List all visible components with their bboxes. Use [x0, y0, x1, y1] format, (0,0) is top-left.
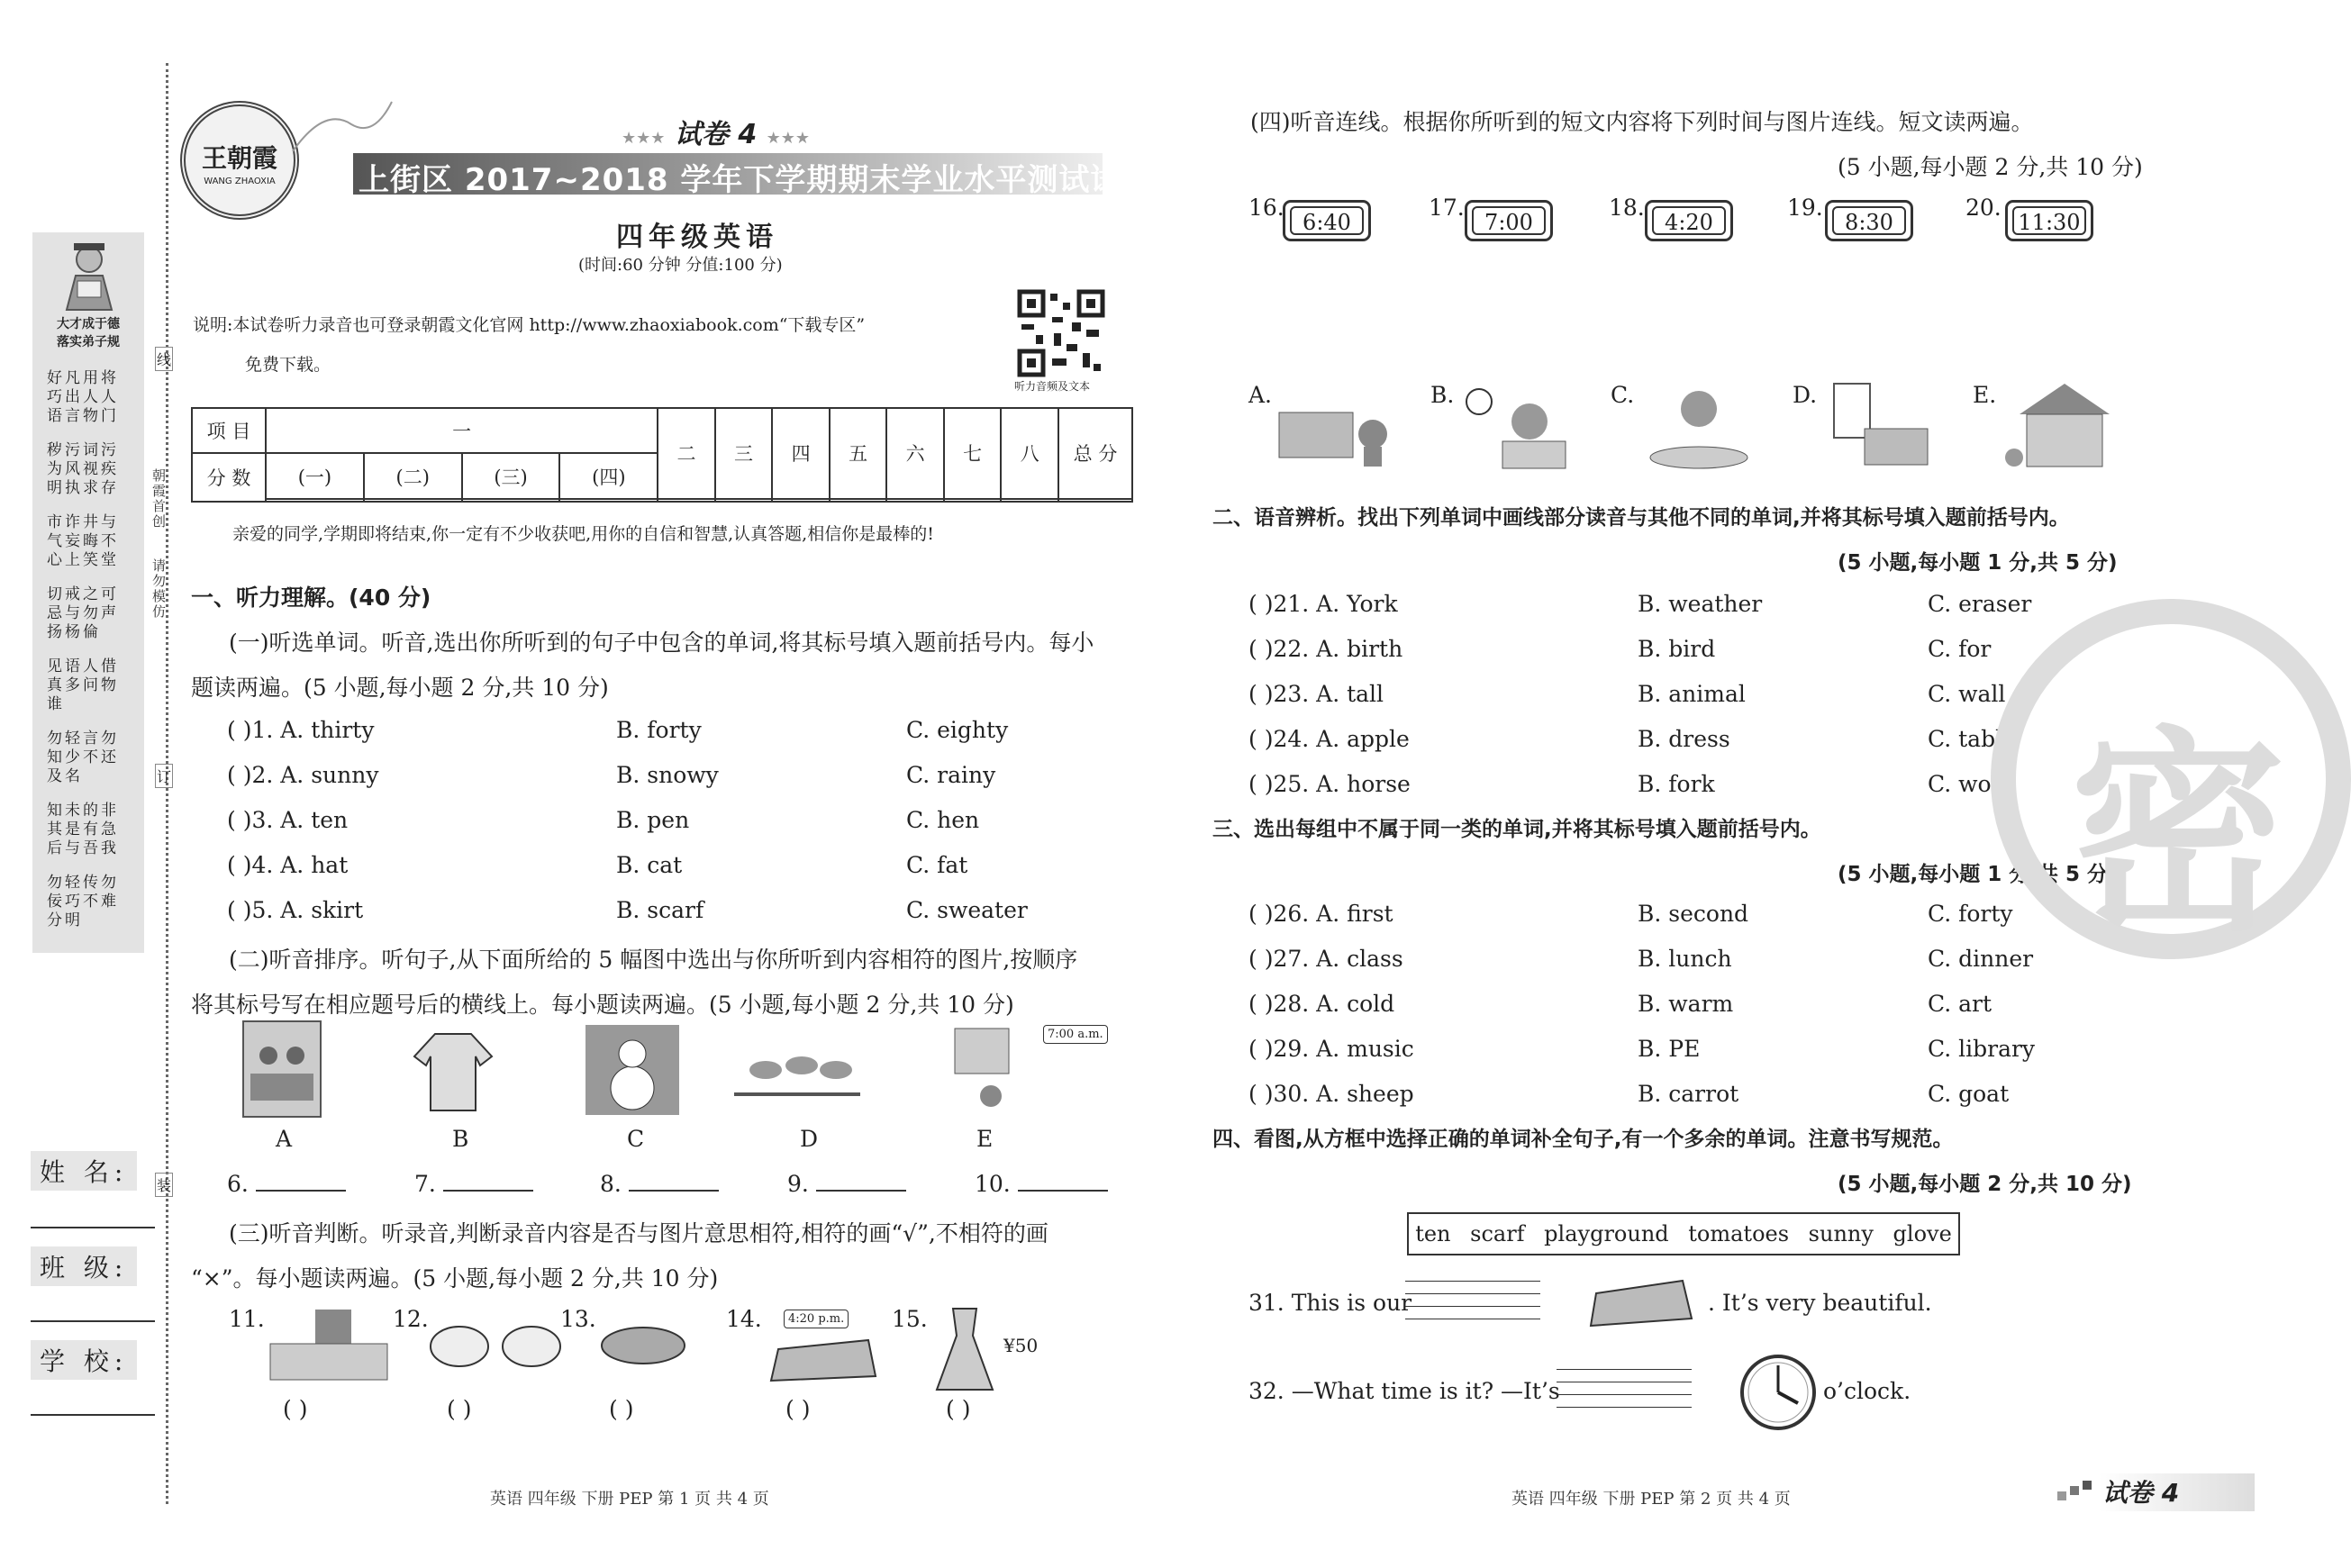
score-cell[interactable] — [944, 499, 1002, 502]
q23-option-b: B. animal — [1638, 681, 1746, 707]
footer-page-2: 英语 四年级 下册 PEP 第 2 页 共 4 页 — [1511, 1490, 1791, 1509]
time-picture-label-c: C. — [1611, 382, 1635, 408]
q10[interactable]: 10. — [975, 1171, 1108, 1197]
time-picture-e-home[interactable] — [2002, 378, 2119, 477]
score-cell[interactable] — [462, 499, 560, 502]
score-sub-4: (四) — [559, 453, 658, 498]
score-part-four: 四 — [772, 408, 830, 499]
side-note-no-copy: 请勿模仿 — [150, 558, 167, 620]
q3-option-c: C. hen — [906, 807, 980, 833]
q16-time-box[interactable]: 6:40 — [1283, 200, 1371, 241]
time-picture-d-sleeping[interactable] — [1829, 378, 1937, 472]
q24[interactable]: ( )24. A. apple — [1248, 726, 1410, 752]
q2-option-c: C. rainy — [906, 762, 996, 788]
score-part-eight: 八 — [1001, 408, 1058, 499]
q16-number: 16. — [1248, 195, 1284, 221]
q13-picture-cloud — [598, 1322, 688, 1367]
q12-answer[interactable]: ( ) — [447, 1396, 472, 1422]
time-picture-label-d: D. — [1793, 382, 1818, 408]
score-row-label: 项 目 — [192, 408, 266, 453]
q27-option-b: B. lunch — [1638, 946, 1732, 972]
scholar-figure-icon — [58, 238, 121, 312]
q1-option-c: C. eighty — [906, 717, 1009, 743]
q28-option-c: C. art — [1928, 991, 1992, 1017]
score-part-seven: 七 — [944, 408, 1002, 499]
encouragement: 亲爱的同学,学期即将结束,你一定有不少收获吧,用你的自信和智慧,认真答题,相信你是最棒的! — [232, 524, 934, 544]
part3-instruction-b: “×”。每小题读两遍。(5 小题,每小题 2 分,共 10 分) — [191, 1265, 719, 1292]
score-cell[interactable] — [772, 499, 830, 502]
picture-label-c: C — [627, 1126, 645, 1152]
q32-writing-line[interactable] — [1557, 1407, 1692, 1408]
q20-number: 20. — [1965, 195, 2002, 221]
q32-prefix: 32. —What time is it? —It’s — [1248, 1378, 1560, 1404]
q23[interactable]: ( )23. A. tall — [1248, 681, 1384, 707]
q29[interactable]: ( )29. A. music — [1248, 1036, 1414, 1062]
score-cell[interactable] — [830, 499, 887, 502]
name-field[interactable] — [31, 1227, 155, 1228]
subject-title: 四年级英语 — [616, 222, 778, 253]
q31-picture-playground — [1587, 1272, 1695, 1335]
q7[interactable]: 7. — [414, 1171, 533, 1197]
q30-option-c: C. goat — [1928, 1081, 2010, 1107]
ribbon-decoration-icon — [288, 97, 396, 160]
q30[interactable]: ( )30. A. sheep — [1248, 1081, 1414, 1107]
class-field[interactable] — [31, 1320, 155, 1322]
q32-writing-line[interactable] — [1557, 1394, 1692, 1395]
q1-option-b: B. forty — [616, 717, 702, 743]
q17-time-box[interactable]: 7:00 — [1465, 200, 1553, 241]
paper-tag: ★★★ 试卷 4 ★★★ — [622, 119, 811, 150]
q32-clock-icon — [1738, 1353, 1818, 1432]
score-cell[interactable] — [364, 499, 462, 502]
score-part-one: 一 — [266, 408, 658, 453]
section1-title: 一、听力理解。(40 分) — [191, 585, 431, 611]
fold-mark-line: 线 — [155, 347, 173, 371]
q27[interactable]: ( )27. A. class — [1248, 946, 1403, 972]
part2-instruction-b: 将其标号写在相应题号后的横线上。每小题读两遍。(5 小题,每小题 2 分,共 10 分) — [191, 992, 1014, 1018]
q15-price: ¥50 — [1003, 1335, 1039, 1356]
picture-b-sweater — [413, 1025, 494, 1115]
q25-option-b: B. fork — [1638, 771, 1715, 797]
score-cell[interactable] — [1001, 499, 1058, 502]
q1[interactable]: ( )1. A. thirty — [227, 717, 375, 743]
part1-instruction-b: 题读两遍。(5 小题,每小题 2 分,共 10 分) — [191, 675, 609, 701]
q24-option-c: C. table — [1928, 726, 2016, 752]
verse-6: 勿轻言勿知少不还及名 — [47, 730, 119, 785]
picture-e-time: 7:00 a.m. — [1043, 1025, 1108, 1044]
footer-paper-tag: 试卷 4 — [2102, 1478, 2180, 1508]
q20-time-box[interactable]: 11:30 — [2005, 200, 2093, 241]
q14-picture-playground — [769, 1331, 877, 1385]
q14-time: 4:20 p.m. — [784, 1310, 849, 1328]
q18-time-box[interactable]: 4:20 — [1645, 200, 1733, 241]
q9[interactable]: 9. — [787, 1171, 906, 1197]
score-table — [191, 407, 1133, 503]
q19-number: 19. — [1787, 195, 1823, 221]
publisher-logo: 王朝霞 WANG ZHAOXIA — [180, 101, 299, 220]
q6[interactable]: 6. — [227, 1171, 346, 1197]
part4-score: (5 小题,每小题 2 分,共 10 分) — [1838, 154, 2143, 180]
q4-option-c: C. fat — [906, 852, 968, 878]
q27-option-c: C. dinner — [1928, 946, 2034, 972]
q26-option-b: B. second — [1638, 901, 1749, 927]
q23-option-c: C. wall — [1928, 681, 2006, 707]
section2-score: (5 小题,每小题 1 分,共 5 分) — [1838, 551, 2118, 575]
verse-1: 好凡用将巧出人人语言物门 — [47, 369, 119, 425]
score-value-label: 分 数 — [192, 453, 266, 502]
section3-title: 三、选出每组中不属于同一类的单词,并将其标号填入题前括号内。 — [1212, 818, 1821, 841]
section3-score: (5 小题,每小题 1 分,共 5 分) — [1838, 863, 2118, 886]
q26[interactable]: ( )26. A. first — [1248, 901, 1393, 927]
q11-number: 11. — [229, 1306, 265, 1332]
time-picture-b-wake-up[interactable] — [1457, 378, 1575, 472]
time-picture-label-a: A. — [1248, 382, 1273, 408]
score-cell[interactable] — [266, 499, 364, 502]
section2-title: 二、语音辨析。找出下列单词中画线部分读音与其他不同的单词,并将其标号填入题前括号内。 — [1212, 506, 2070, 530]
score-cell[interactable] — [1058, 499, 1132, 502]
fold-mark-bind: 装 — [155, 1173, 173, 1197]
side-note-original: 朝霞首创 — [150, 468, 167, 530]
part4-instruction: (四)听音连线。根据你所听到的短文内容将下列时间与图片连线。短文读两遍。 — [1250, 109, 2034, 135]
verse-7: 知未的非其是有急后与吾我 — [47, 802, 119, 857]
picture-label-a: A — [276, 1126, 293, 1152]
school-field[interactable] — [31, 1414, 155, 1416]
confidential-watermark: 密 — [1991, 599, 2351, 959]
picture-label-b: B — [452, 1126, 469, 1152]
section4-score: (5 小题,每小题 2 分,共 10 分) — [1838, 1173, 2132, 1196]
footer-tag-decoration-icon — [2057, 1479, 2095, 1504]
verse-5: 见语人借真多问物谁 — [47, 657, 119, 713]
picture-d-animals-farm — [730, 1025, 865, 1115]
q15-picture-dress — [933, 1304, 996, 1394]
q29-option-c: C. library — [1928, 1036, 2036, 1062]
q13-answer[interactable]: ( ) — [609, 1396, 634, 1422]
score-cell[interactable] — [559, 499, 658, 502]
score-part-two: 二 — [658, 408, 715, 499]
part3-instruction-a: (三)听音判断。听录音,判断录音内容是否与图片意思相符,相符的画“√”,不相符的画 — [229, 1220, 1048, 1246]
motto: 大才成于德 落实弟子规 — [57, 317, 120, 349]
qr-caption: 听力音频及文本 — [1014, 380, 1091, 393]
score-part-five: 五 — [830, 408, 887, 499]
picture-e-school — [946, 1020, 1027, 1119]
q28-option-b: B. warm — [1638, 991, 1734, 1017]
exam-title: 上街区 2017~2018 学年下学期期末学业水平测试试卷 — [359, 162, 1154, 198]
q32-suffix: o’clock. — [1823, 1378, 1911, 1404]
qr-code-icon[interactable] — [1018, 290, 1104, 376]
section4-title: 四、看图,从方框中选择正确的单词补全句子,有一个多余的单词。注意书写规范。 — [1212, 1128, 1954, 1151]
q18-number: 18. — [1609, 195, 1645, 221]
score-sub-1: (一) — [266, 453, 364, 498]
picture-label-d: D — [800, 1126, 819, 1152]
fold-mark-staple: 订 — [155, 764, 173, 788]
verse-4: 切戒之可忌与勿声扬杨倫 — [47, 585, 119, 641]
word-bank: ten scarf playground tomatoes sunny glove — [1407, 1212, 1960, 1255]
q31-writing-line[interactable] — [1405, 1306, 1540, 1307]
note-line-2: 免费下载。 — [245, 355, 331, 375]
q8[interactable]: 8. — [600, 1171, 719, 1197]
verse-3: 市诈井与气妄晦不心上笑堂 — [47, 513, 119, 569]
q17-number: 17. — [1429, 195, 1465, 221]
picture-c-snowman — [585, 1025, 679, 1115]
q25-option-c: C. work — [1928, 771, 2016, 797]
picture-label-e: E — [976, 1126, 994, 1152]
score-sub-3: (三) — [462, 453, 560, 498]
q31-writing-line[interactable] — [1405, 1293, 1540, 1294]
time-picture-label-b: B. — [1430, 382, 1455, 408]
q31-suffix: . It’s very beautiful. — [1708, 1290, 1932, 1316]
score-part-six: 六 — [886, 408, 944, 499]
q4-option-b: B. cat — [616, 852, 683, 878]
part1-instruction-a: (一)听选单词。听音,选出你所听到的句子中包含的单词,将其标号填入题前括号内。每小 — [229, 630, 1094, 656]
q31-writing-line[interactable] — [1405, 1281, 1540, 1282]
time-picture-c-eating[interactable] — [1645, 378, 1753, 472]
q3[interactable]: ( )3. A. ten — [227, 807, 349, 833]
q4[interactable]: ( )4. A. hat — [227, 852, 349, 878]
q14-number: 14. — [726, 1306, 762, 1332]
q12-picture-sheep — [423, 1315, 567, 1378]
score-sub-2: (二) — [364, 453, 462, 498]
time-score: (时间:60 分钟 分值:100 分) — [578, 256, 783, 275]
note-line-1: 说明:本试卷听力录音也可登录朝霞文化官网 http://www.zhaoxiabook.com“下载专区” — [193, 315, 866, 335]
q21[interactable]: ( )21. A. York — [1248, 591, 1398, 617]
q5-option-c: C. sweater — [906, 897, 1028, 923]
score-part-three: 三 — [715, 408, 773, 499]
q28[interactable]: ( )28. A. cold — [1248, 991, 1395, 1017]
q22[interactable]: ( )22. A. birth — [1248, 636, 1403, 662]
verse-2: 秽污词污为风视疾明执求存 — [47, 441, 119, 497]
q14-answer[interactable]: ( ) — [785, 1396, 811, 1422]
picture-a-classroom — [241, 1020, 322, 1119]
q5[interactable]: ( )5. A. skirt — [227, 897, 364, 923]
q22-option-b: B. bird — [1638, 636, 1716, 662]
q30-option-b: B. carrot — [1638, 1081, 1739, 1107]
q21-option-b: B. weather — [1638, 591, 1763, 617]
q32-writing-line[interactable] — [1557, 1369, 1692, 1370]
q15-number: 15. — [892, 1306, 928, 1332]
q5-option-b: B. scarf — [616, 897, 704, 923]
q19-time-box[interactable]: 8:30 — [1825, 200, 1913, 241]
q13-number: 13. — [560, 1306, 596, 1332]
q31-prefix: 31. This is our — [1248, 1290, 1412, 1316]
name-label: 姓 名: — [31, 1151, 137, 1191]
q11-answer[interactable]: ( ) — [283, 1396, 308, 1422]
verse-8: 勿轻传勿佞巧不难分明 — [47, 874, 119, 929]
q15-answer[interactable]: ( ) — [946, 1396, 971, 1422]
score-cell[interactable] — [715, 499, 773, 502]
q12-number: 12. — [393, 1306, 429, 1332]
time-picture-a-school-street[interactable] — [1277, 376, 1394, 470]
time-picture-label-e: E. — [1973, 382, 1997, 408]
q11-picture-classroom — [261, 1308, 396, 1387]
q22-option-c: C. for — [1928, 636, 1992, 662]
q2[interactable]: ( )2. A. sunny — [227, 762, 379, 788]
q21-option-c: C. eraser — [1928, 591, 2032, 617]
part2-instruction-a: (二)听音排序。听句子,从下面所给的 5 幅图中选出与你所听到内容相符的图片,按顺序 — [229, 947, 1078, 973]
q2-option-b: B. snowy — [616, 762, 719, 788]
score-cell[interactable] — [658, 499, 715, 502]
class-label: 班 级: — [31, 1246, 137, 1286]
q29-option-b: B. PE — [1638, 1036, 1701, 1062]
school-label: 学 校: — [31, 1340, 137, 1380]
score-total: 总 分 — [1058, 408, 1132, 499]
footer-page-1: 英语 四年级 下册 PEP 第 1 页 共 4 页 — [490, 1490, 769, 1509]
motto-sidebar — [32, 232, 144, 953]
q25[interactable]: ( )25. A. horse — [1248, 771, 1411, 797]
q3-option-b: B. pen — [616, 807, 690, 833]
q24-option-b: B. dress — [1638, 726, 1730, 752]
score-cell[interactable] — [886, 499, 944, 502]
q26-option-c: C. forty — [1928, 901, 2013, 927]
